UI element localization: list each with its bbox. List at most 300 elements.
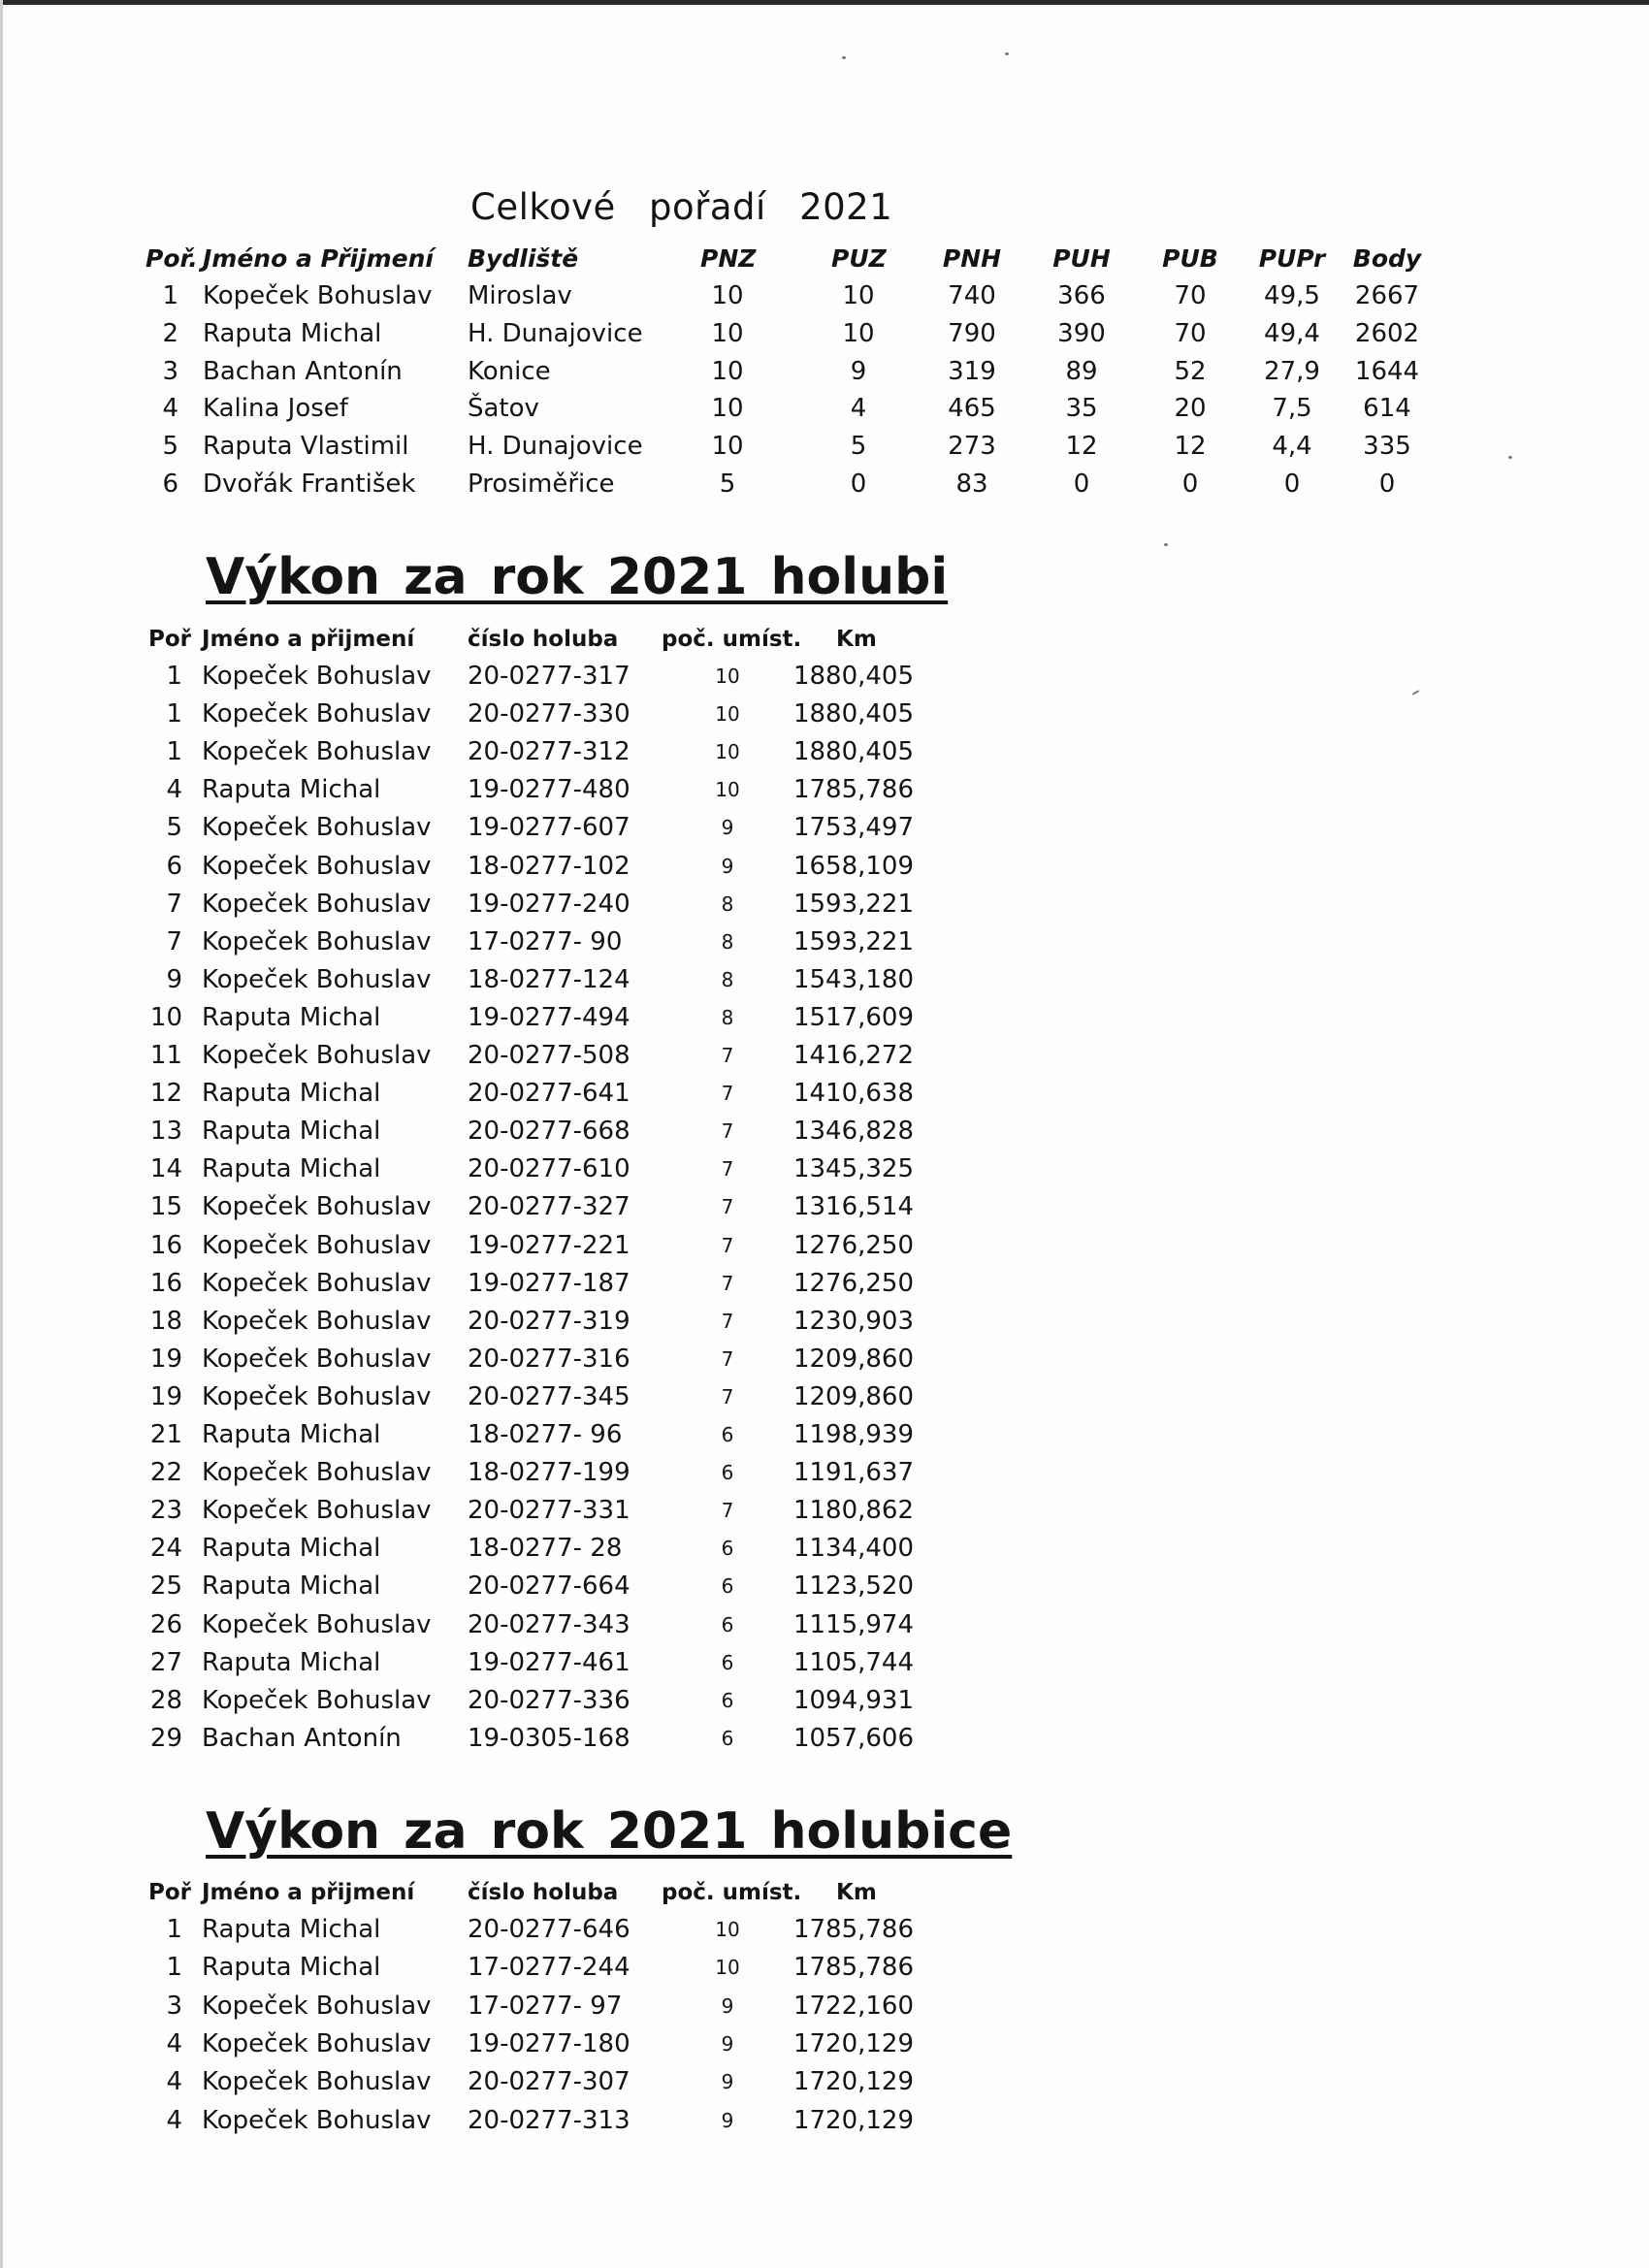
- cell-km: 1880,405: [792, 662, 914, 691]
- column-header: PUH: [1052, 244, 1111, 273]
- cell-km: 1722,160: [792, 1991, 914, 2021]
- cell-rank: 16: [149, 1268, 182, 1298]
- cell-rank: 9: [166, 964, 182, 994]
- cell-km: 1880,405: [792, 699, 914, 729]
- cell-rank: 15: [149, 1192, 182, 1222]
- cell-count: 6: [721, 1461, 734, 1485]
- cell-km: 1345,325: [792, 1154, 914, 1184]
- table-row: [0, 1492, 1649, 1530]
- table-row: [0, 771, 1649, 809]
- cell-count: 10: [715, 778, 740, 802]
- cell-name: Kopeček Bohuslav: [202, 1609, 432, 1639]
- column-header: Poř: [148, 1880, 192, 1905]
- cell-count: 6: [721, 1726, 734, 1750]
- cell-residence: Šatov: [468, 394, 539, 424]
- cell-km: 1094,931: [792, 1685, 914, 1715]
- cell-rank: 6: [166, 851, 182, 881]
- cell-rank: 26: [149, 1609, 182, 1639]
- cell-rank: 4: [166, 2067, 182, 2097]
- cell-name: Kopeček Bohuslav: [202, 699, 432, 729]
- cell-rank: 4: [166, 2105, 182, 2135]
- cell-name: Kopeček Bohuslav: [202, 2067, 432, 2097]
- cell-residence: H. Dunajovice: [468, 318, 643, 348]
- cell-pnz: 10: [711, 394, 744, 424]
- cell-pnh: 273: [948, 432, 996, 462]
- cell-name: Kopeček Bohuslav: [202, 1344, 432, 1374]
- cell-count: 6: [721, 1423, 734, 1446]
- cell-ring: 20-0277-319: [468, 1306, 630, 1336]
- cell-body: 0: [1378, 470, 1396, 499]
- overall-title: Celkové pořadí 2021: [470, 186, 893, 228]
- cell-rank: 4: [166, 775, 182, 805]
- cell-ring: 19-0277-180: [468, 2028, 630, 2058]
- table-row: [0, 1949, 1649, 1987]
- cell-km: 1543,180: [792, 964, 914, 994]
- cell-puh: 35: [1065, 394, 1098, 424]
- cell-name: Kopeček Bohuslav: [202, 662, 432, 691]
- cell-count: 6: [721, 1574, 734, 1599]
- cell-name: Bachan Antonín: [203, 356, 403, 386]
- cell-km: 1753,497: [792, 813, 914, 843]
- cell-puh: 390: [1057, 318, 1106, 348]
- cell-count: 9: [721, 1993, 734, 2018]
- cell-km: 1416,272: [792, 1041, 914, 1070]
- column-header: číslo holuba: [468, 1880, 619, 1905]
- column-header: Km: [836, 1880, 877, 1905]
- cell-puh: 366: [1057, 281, 1106, 310]
- cell-count: 7: [721, 1044, 734, 1067]
- cell-name: Kopeček Bohuslav: [202, 813, 432, 843]
- cell-rank: 5: [166, 813, 182, 843]
- cell-puz: 4: [850, 394, 867, 424]
- cell-count: 6: [721, 1650, 734, 1674]
- column-header: PUZ: [831, 244, 887, 273]
- cell-rank: 1: [166, 1953, 182, 1983]
- cell-puz: 5: [850, 432, 867, 462]
- cell-puz: 10: [842, 281, 875, 310]
- cell-km: 1230,903: [792, 1306, 914, 1336]
- column-header: PNZ: [700, 244, 757, 273]
- cell-puz: 0: [850, 470, 867, 499]
- cell-km: 1517,609: [792, 1002, 914, 1032]
- cell-rank: 1: [166, 699, 182, 729]
- cell-km: 1316,514: [792, 1192, 914, 1222]
- cell-ring: 20-0277-331: [468, 1496, 630, 1526]
- cell-km: 1785,786: [792, 1915, 914, 1944]
- cell-puh: 12: [1065, 432, 1098, 462]
- table-row: [0, 466, 1649, 503]
- cell-pub: 70: [1174, 281, 1207, 310]
- cell-body: 614: [1363, 394, 1411, 424]
- cell-km: 1180,862: [792, 1496, 914, 1526]
- cell-name: Raputa Michal: [202, 1647, 381, 1677]
- cell-km: 1198,939: [792, 1420, 914, 1449]
- table-row: [0, 1988, 1649, 2025]
- cell-name: Kopeček Bohuslav: [202, 1268, 432, 1298]
- cell-km: 1115,974: [792, 1609, 914, 1639]
- cell-rank: 14: [149, 1154, 182, 1184]
- table-row: [0, 2025, 1649, 2063]
- cell-rank: 1: [166, 737, 182, 767]
- cell-ring: 20-0277-316: [468, 1344, 630, 1374]
- cell-name: Kopeček Bohuslav: [202, 2105, 432, 2135]
- cell-ring: 19-0277-494: [468, 1002, 630, 1032]
- table-header: [0, 621, 1649, 659]
- cell-name: Kopeček Bohuslav: [202, 1991, 432, 2021]
- cell-name: Kopeček Bohuslav: [202, 1685, 432, 1715]
- cell-km: 1276,250: [792, 1230, 914, 1260]
- cell-name: Kopeček Bohuslav: [202, 1041, 432, 1070]
- scan-speck: [1005, 52, 1009, 55]
- cell-rank: 27: [149, 1647, 182, 1677]
- cell-rank: 28: [149, 1685, 182, 1715]
- cell-name: Kalina Josef: [203, 394, 348, 424]
- cell-pnh: 740: [948, 281, 996, 310]
- cell-rank: 2: [162, 318, 178, 348]
- cell-name: Kopeček Bohuslav: [202, 737, 432, 767]
- table-row: [0, 1644, 1649, 1682]
- cell-rank: 18: [149, 1306, 182, 1336]
- table-row: [0, 353, 1649, 391]
- cell-count: 8: [721, 967, 734, 991]
- cell-ring: 17-0277-244: [468, 1953, 630, 1983]
- cell-ring: 19-0277-607: [468, 813, 630, 843]
- cell-count: 10: [715, 664, 740, 688]
- cell-ring: 20-0277-317: [468, 662, 630, 691]
- cell-count: 9: [721, 2070, 734, 2094]
- cell-name: Raputa Michal: [202, 1571, 381, 1602]
- cell-pupr: 27,9: [1264, 356, 1320, 386]
- cell-body: 1644: [1354, 356, 1420, 386]
- table-row: [0, 886, 1649, 923]
- cell-name: Raputa Vlastimil: [203, 432, 409, 462]
- column-header: Poř: [148, 627, 192, 652]
- cell-rank: 3: [166, 1991, 182, 2021]
- cell-rank: 16: [149, 1230, 182, 1260]
- cell-puh: 0: [1073, 470, 1090, 499]
- table-row: [0, 1303, 1649, 1341]
- cell-puh: 89: [1065, 356, 1098, 386]
- table-row: [0, 2102, 1649, 2140]
- cell-name: Kopeček Bohuslav: [202, 1192, 432, 1222]
- cell-rank: 22: [149, 1458, 182, 1488]
- table-row: [0, 1341, 1649, 1378]
- holubi-title: Výkon za rok 2021 holubi: [206, 548, 949, 606]
- table-row: [0, 658, 1649, 696]
- table-header: [0, 1874, 1649, 1912]
- cell-km: 1346,828: [792, 1117, 914, 1147]
- cell-pub: 52: [1174, 356, 1207, 386]
- cell-rank: 19: [149, 1344, 182, 1374]
- cell-name: Kopeček Bohuslav: [202, 851, 432, 881]
- cell-pnz: 10: [711, 281, 744, 310]
- table-row: [0, 428, 1649, 466]
- cell-ring: 20-0277-508: [468, 1041, 630, 1070]
- cell-ring: 20-0277-610: [468, 1154, 630, 1184]
- cell-ring: 19-0277-187: [468, 1268, 630, 1298]
- cell-name: Kopeček Bohuslav: [202, 889, 432, 919]
- cell-pnz: 10: [711, 356, 744, 386]
- cell-name: Kopeček Bohuslav: [203, 281, 433, 310]
- cell-count: 10: [715, 702, 740, 727]
- cell-km: 1105,744: [792, 1647, 914, 1677]
- cell-count: 8: [721, 929, 734, 954]
- cell-rank: 1: [166, 662, 182, 691]
- cell-rank: 25: [149, 1571, 182, 1602]
- table-row: [0, 999, 1649, 1037]
- table-row: [0, 923, 1649, 961]
- cell-count: 7: [721, 1384, 734, 1409]
- cell-rank: 5: [162, 432, 178, 462]
- cell-ring: 20-0277-641: [468, 1079, 630, 1109]
- cell-ring: 17-0277- 90: [468, 926, 623, 956]
- cell-name: Raputa Michal: [203, 318, 382, 348]
- column-header: PUPr: [1258, 244, 1326, 273]
- cell-name: Kopeček Bohuslav: [202, 1381, 432, 1411]
- cell-count: 7: [721, 1346, 734, 1371]
- cell-name: Raputa Michal: [202, 1117, 381, 1147]
- table-header: [0, 240, 1649, 277]
- cell-count: 10: [715, 740, 740, 764]
- cell-pnh: 83: [955, 470, 988, 499]
- cell-count: 9: [721, 816, 734, 840]
- cell-puz: 10: [842, 318, 875, 348]
- cell-ring: 19-0277-461: [468, 1647, 630, 1677]
- scan-top-edge: [0, 0, 1649, 5]
- cell-count: 6: [721, 1688, 734, 1712]
- cell-name: Raputa Michal: [202, 1154, 381, 1184]
- cell-rank: 1: [166, 1915, 182, 1944]
- cell-name: Bachan Antonín: [202, 1723, 402, 1753]
- column-header: číslo holuba: [468, 627, 619, 652]
- cell-count: 8: [721, 891, 734, 916]
- cell-name: Raputa Michal: [202, 1915, 381, 1944]
- cell-ring: 20-0277-312: [468, 737, 630, 767]
- cell-ring: 20-0277-668: [468, 1117, 630, 1147]
- column-header: Poř.: [146, 244, 198, 273]
- cell-rank: 29: [149, 1723, 182, 1753]
- cell-pnz: 5: [719, 470, 736, 499]
- cell-residence: H. Dunajovice: [468, 432, 643, 462]
- cell-name: Kopeček Bohuslav: [202, 1496, 432, 1526]
- cell-pupr: 4,4: [1272, 432, 1312, 462]
- cell-name: Dvořák František: [203, 470, 416, 499]
- table-row: [0, 315, 1649, 353]
- cell-pupr: 49,4: [1264, 318, 1320, 348]
- cell-km: 1720,129: [792, 2105, 914, 2135]
- cell-pnz: 10: [711, 432, 744, 462]
- column-header: PUB: [1162, 244, 1218, 273]
- cell-name: Raputa Michal: [202, 1534, 381, 1564]
- cell-km: 1593,221: [792, 926, 914, 956]
- cell-km: 1134,400: [792, 1534, 914, 1564]
- cell-pnh: 465: [948, 394, 996, 424]
- cell-pnz: 10: [711, 318, 744, 348]
- cell-km: 1123,520: [792, 1571, 914, 1602]
- table-row: [0, 1682, 1649, 1720]
- cell-rank: 19: [149, 1381, 182, 1411]
- cell-rank: 21: [149, 1420, 182, 1449]
- cell-count: 9: [721, 2031, 734, 2056]
- cell-km: 1785,786: [792, 1953, 914, 1983]
- cell-name: Kopeček Bohuslav: [202, 926, 432, 956]
- table-row: [0, 696, 1649, 733]
- cell-residence: Konice: [468, 356, 551, 386]
- table-row: [0, 1416, 1649, 1454]
- cell-residence: Prosiměřice: [468, 470, 615, 499]
- cell-ring: 19-0277-240: [468, 889, 630, 919]
- cell-residence: Miroslav: [468, 281, 572, 310]
- scan-speck: [1164, 543, 1168, 546]
- table-row: [0, 1720, 1649, 1758]
- table-row: [0, 277, 1649, 315]
- cell-pupr: 0: [1283, 470, 1301, 499]
- cell-name: Kopeček Bohuslav: [202, 964, 432, 994]
- cell-km: 1658,109: [792, 851, 914, 881]
- cell-rank: 13: [149, 1117, 182, 1147]
- cell-pub: 0: [1181, 470, 1199, 499]
- cell-pnh: 319: [948, 356, 996, 386]
- cell-km: 1880,405: [792, 737, 914, 767]
- cell-rank: 3: [162, 356, 178, 386]
- cell-ring: 20-0277-345: [468, 1381, 630, 1411]
- cell-name: Kopeček Bohuslav: [202, 1306, 432, 1336]
- cell-km: 1276,250: [792, 1268, 914, 1298]
- cell-count: 8: [721, 1005, 734, 1029]
- table-row: [0, 1113, 1649, 1150]
- cell-rank: 4: [166, 2028, 182, 2058]
- column-header: Km: [836, 627, 877, 652]
- cell-rank: 10: [149, 1002, 182, 1032]
- cell-ring: 20-0277-336: [468, 1685, 630, 1715]
- cell-pupr: 49,5: [1264, 281, 1320, 310]
- cell-rank: 23: [149, 1496, 182, 1526]
- column-header: poč. umíst.: [662, 627, 802, 652]
- cell-count: 7: [721, 1309, 734, 1333]
- table-row: [0, 1075, 1649, 1113]
- cell-km: 1209,860: [792, 1344, 914, 1374]
- column-header: Jméno a Přijmení: [203, 244, 434, 273]
- column-header: poč. umíst.: [662, 1880, 802, 1905]
- column-header: PNH: [942, 244, 1002, 273]
- cell-name: Raputa Michal: [202, 1953, 381, 1983]
- cell-count: 7: [721, 1157, 734, 1182]
- cell-count: 9: [721, 854, 734, 878]
- cell-count: 6: [721, 1537, 734, 1561]
- cell-ring: 17-0277- 97: [468, 1991, 623, 2021]
- cell-ring: 18-0277- 28: [468, 1534, 623, 1564]
- cell-count: 7: [721, 1119, 734, 1144]
- cell-name: Raputa Michal: [202, 1002, 381, 1032]
- table-row: [0, 1378, 1649, 1416]
- cell-ring: 18-0277-199: [468, 1458, 630, 1488]
- cell-km: 1593,221: [792, 889, 914, 919]
- cell-body: 335: [1363, 432, 1411, 462]
- scan-speck: [842, 56, 846, 59]
- cell-rank: 7: [166, 926, 182, 956]
- cell-km: 1410,638: [792, 1079, 914, 1109]
- cell-km: 1209,860: [792, 1381, 914, 1411]
- cell-body: 2667: [1354, 281, 1420, 310]
- cell-ring: 20-0277-330: [468, 699, 630, 729]
- cell-ring: 18-0277- 96: [468, 1420, 623, 1449]
- cell-ring: 19-0277-221: [468, 1230, 630, 1260]
- cell-count: 7: [721, 1195, 734, 1219]
- cell-count: 9: [721, 2108, 734, 2132]
- table-row: [0, 1227, 1649, 1265]
- cell-rank: 11: [149, 1041, 182, 1070]
- column-header: Jméno a přijmení: [202, 627, 415, 652]
- cell-name: Raputa Michal: [202, 775, 381, 805]
- cell-count: 10: [715, 1918, 740, 1941]
- cell-km: 1720,129: [792, 2067, 914, 2097]
- cell-ring: 19-0305-168: [468, 1723, 630, 1753]
- cell-pub: 20: [1174, 394, 1207, 424]
- cell-pub: 12: [1174, 432, 1207, 462]
- holubice-title: Výkon za rok 2021 holubice: [206, 1802, 1013, 1861]
- cell-count: 7: [721, 1082, 734, 1106]
- cell-name: Kopeček Bohuslav: [202, 2028, 432, 2058]
- cell-ring: 20-0277-343: [468, 1609, 630, 1639]
- column-header: Bydliště: [468, 244, 579, 273]
- table-row: [0, 848, 1649, 886]
- cell-ring: 20-0277-307: [468, 2067, 630, 2097]
- table-row: [0, 1037, 1649, 1075]
- cell-body: 2602: [1354, 318, 1420, 348]
- cell-puz: 9: [850, 356, 867, 386]
- cell-rank: 6: [162, 470, 178, 499]
- table-row: [0, 1911, 1649, 1949]
- cell-ring: 20-0277-646: [468, 1915, 630, 1944]
- table-row: [0, 1454, 1649, 1492]
- table-row: [0, 1188, 1649, 1226]
- cell-name: Raputa Michal: [202, 1420, 381, 1449]
- cell-rank: 7: [166, 889, 182, 919]
- cell-ring: 20-0277-327: [468, 1192, 630, 1222]
- cell-pnh: 790: [948, 318, 996, 348]
- cell-ring: 18-0277-124: [468, 964, 630, 994]
- cell-count: 10: [715, 1956, 740, 1980]
- cell-ring: 20-0277-313: [468, 2105, 630, 2135]
- cell-ring: 20-0277-664: [468, 1571, 630, 1602]
- cell-name: Kopeček Bohuslav: [202, 1458, 432, 1488]
- cell-km: 1785,786: [792, 775, 914, 805]
- table-row: [0, 390, 1649, 428]
- cell-rank: 12: [149, 1079, 182, 1109]
- table-row: [0, 1606, 1649, 1644]
- column-header: Body: [1352, 244, 1422, 273]
- table-row: [0, 1150, 1649, 1188]
- cell-rank: 1: [162, 281, 178, 310]
- cell-pupr: 7,5: [1272, 394, 1312, 424]
- cell-km: 1057,606: [792, 1723, 914, 1753]
- cell-name: Raputa Michal: [202, 1079, 381, 1109]
- cell-ring: 19-0277-480: [468, 775, 630, 805]
- cell-count: 7: [721, 1271, 734, 1295]
- cell-rank: 24: [149, 1534, 182, 1564]
- cell-count: 6: [721, 1612, 734, 1636]
- cell-pub: 70: [1174, 318, 1207, 348]
- column-header: Jméno a přijmení: [202, 1880, 415, 1905]
- cell-km: 1191,637: [792, 1458, 914, 1488]
- table-row: [0, 733, 1649, 771]
- cell-count: 7: [721, 1499, 734, 1523]
- table-row: [0, 961, 1649, 999]
- table-row: [0, 2063, 1649, 2101]
- cell-rank: 4: [162, 394, 178, 424]
- table-row: [0, 1530, 1649, 1568]
- cell-count: 7: [721, 1233, 734, 1257]
